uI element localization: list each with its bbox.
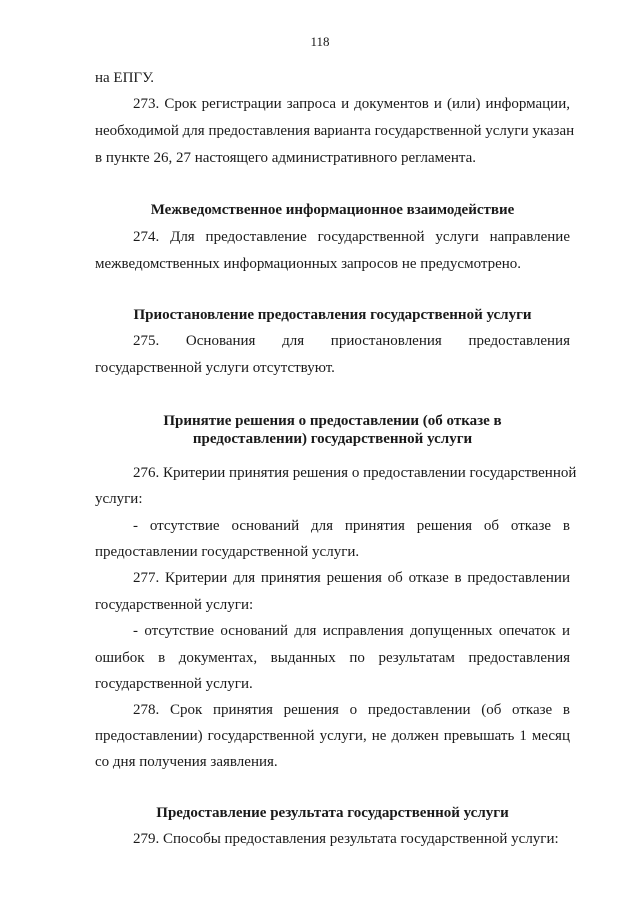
paragraph-275: 275. Основания для приостановления предоставления [133,333,570,349]
paragraph-278: 278. Срок принятия решения о предоставлении (об отказе в [133,702,570,718]
text-line: в пункте 26, 27 настоящего административного регламента. [95,150,477,166]
paragraph-273: 273. Срок регистрации запроса и документов и (или) информации, [133,96,570,112]
section-heading: Приостановление предоставления государственной услуги [133,307,532,323]
section-heading: предоставлении) государственной услуги [192,431,473,447]
text-line: со дня получения заявления. [95,754,278,770]
text-line: на ЕПГУ. [95,70,155,86]
section-heading: Предоставление результата государственной услуги [156,805,509,821]
section-heading: Принятие решения о предоставлении (об отказе в [163,413,502,429]
list-item: - отсутствие оснований для исправления допущенных опечаток и [133,623,570,639]
list-item: - отсутствие оснований для принятия решения об отказе в [133,518,570,534]
text-line: предоставлении государственной услуги. [95,544,360,560]
paragraph-277: 277. Критерии для принятия решения об отказе в предоставлении [133,570,570,586]
page-number: 118 [310,34,330,49]
text-line: предоставлении) государственной услуги, не должен превышать 1 месяц [95,728,570,744]
text-line: государственной услуги: [95,597,254,613]
text-line: ошибок в документах, выданных по результатам предоставления [95,650,570,666]
paragraph-274: 274. Для предоставление государственной услуги направление [133,229,570,245]
paragraph-276: 276. Критерии принятия решения о предоставлении государственной [133,465,577,481]
text-line: государственной услуги отсутствуют. [95,360,335,376]
text-line: услуги: [95,491,143,507]
text-line: государственной услуги. [95,676,253,692]
section-heading: Межведомственное информационное взаимодействие [150,202,515,218]
paragraph-279: 279. Способы предоставления результата государственной услуги: [133,831,559,847]
text-line: межведомственных информационных запросов не предусмотрено. [95,256,522,272]
text-line: необходимой для предоставления варианта государственной услуги указан [95,123,575,139]
